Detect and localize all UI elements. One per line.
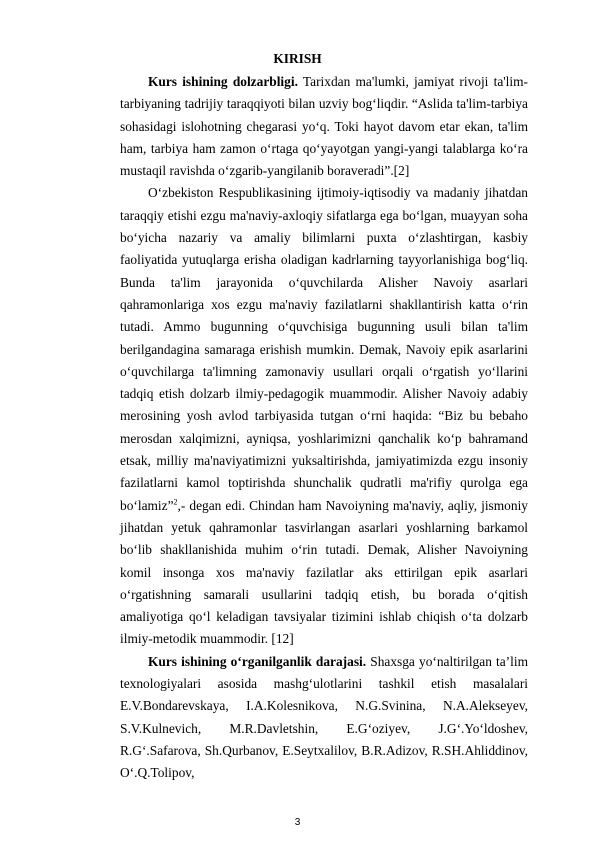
paragraph-text-navoiy-cont: ,- degan edi. Chindan ham Navoiyning ma'naviy, aqliy, jismoniy jihatdan yetuk qahramonlar tasvirlangan asarlari yoshlarning barkamol bo‘lib shakllanishida muhim o‘rin tutadi. Demak, Alisher Navoiyning komil insonga xos ma'naviy fazilatlar aks ettirilgan epik asarlari o‘rgatishning samarali usullarini tadqiq etish, bu borada o‘qitish amaliyotiga qo‘l keladigan tavsiyalar tizimini ishlab chiqish o‘ta dolzarb ilmiy-metodik muammodir. [12] (120, 497, 528, 647)
paragraph-study-degree (120, 651, 528, 785)
body-text (120, 71, 528, 785)
paragraph-lead-study-degree: Kurs ishining o‘rganilganlik darajasi. (148, 653, 367, 669)
paragraph-relevance (120, 71, 528, 182)
paragraph-lead-relevance: Kurs ishining dolzarbligi. (148, 74, 298, 89)
paragraph-text-relevance: Tarixdan ma'lumki, jamiyat rivoji ta'lim-tarbiyaning tadrijiy taraqqiyoti bilan uzviy bog‘liqdir. “Aslida ta'lim-tarbiya sohasidagi islohotning chegarasi yo‘q. Toki hayot davom etar ekan, ta'lim ham, tarbiya ham zamon o‘rtaga qo‘yayotgan yangi-yangi talablarga ko‘ra mustaqil ravishda o‘zgarib-yangilanib boraveradi”.[2] (120, 74, 528, 179)
footnote-marker: 2 (173, 497, 178, 507)
paragraph-text-navoiy: O‘zbekiston Respublikasining ijtimoiy-iqtisodiy va madaniy jihatdan taraqqiy etishi ezgu ma'naviy-axloqiy sifatlarga ega bo‘lgan, muayyan soha bo‘yicha nazariy va amaliy bilimlarni puxta o‘zlashtirgan, kasbiy faoliyatida yutuqlarga erisha oladigan kadrlarning tayyorlanishiga bog‘liq. Bunda ta'lim jarayonida o‘quvchilarda Alisher Navoiy asarlari qahramonlariga xos ezgu ma'naviy fazilatlarni shakllantirish katta o‘rin tutadi. Ammo bugunning o‘quvchisiga bugunning usuli bilan ta'lim berilgandagina samaraga erishish mumkin. Demak, Navoiy epik asarlarini o‘quvchilarga ta'limning zamonaviy usullari orqali o‘rgatish yo‘llarini tadqiq etish dolzarb ilmiy-pedagogik muammodir. Alisher Navoiy adabiy merosining yosh avlod tarbiyasida tutgan o‘rni haqida: “Biz bu bebaho merosdan xalqimizni, ayniqsa, yoshlarimizni qanchalik ko‘p bahramand etsak, milliy ma'naviyatimizni yuksaltirishda, jamiyatimizda ezgu insoniy fazilatlarni kamol toptirishda shunchalik qudratli ma'rifiy qurolga ega bo‘lamiz” (120, 185, 528, 513)
paragraph-navoiy (120, 182, 528, 650)
page-number: 3 (294, 817, 301, 828)
page-title: KIRISH (273, 51, 322, 66)
paragraph-text-study-degree: Shaxsga yo‘naltirilgan ta’lim texnologiyalari asosida mashg‘ulotlarini tashkil etish masalalari E.V.Bondarevskaya, I.A.Kolesnikova, N.G.Svinina, N.A.Alekseyev, S.V.Kulnevich, M.R.Davletshin, E.G‘oziyev, J.G‘.Yo‘ldoshev, R.G‘.Safarova, Sh.Qurbanov, E.Seytxalilov, B.R.Adizov, R.SH.Ahliddinov, O‘.Q.Tolipov, (120, 653, 528, 781)
